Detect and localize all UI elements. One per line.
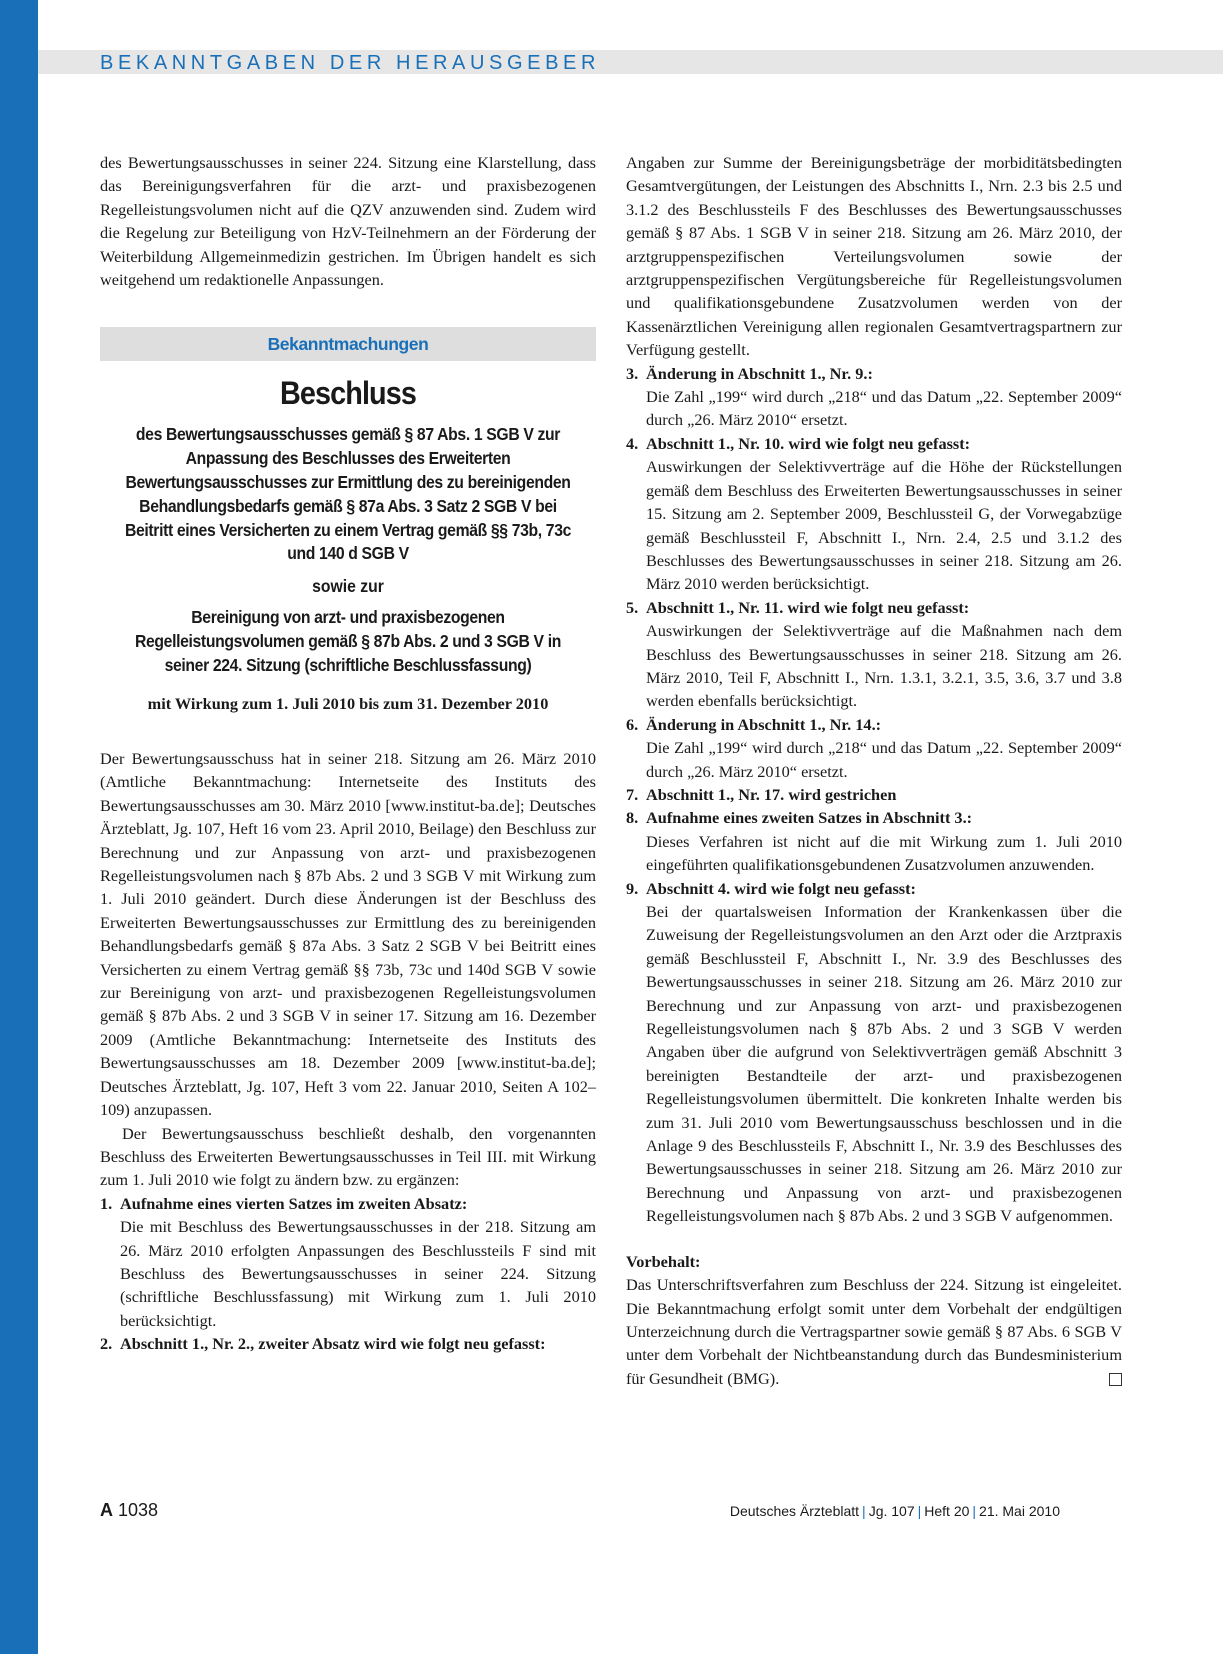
reservation-text: Das Unterschriftsverfahren zum Beschluss der 224. Sitzung ist eingeleitet. Die Bekanntmachung erfolgt somit unter dem Vorbehalt der endgültigen Unterzeichnung durch die Vertragspartner sowie gemäß § 87 Abs. 6 SGB V unter dem Vorbehalt der Nichtbeanstandung durch das Bundesministerium für Gesundheit (BMG). — [626, 1275, 1122, 1388]
page-number-value: 1038 — [118, 1500, 159, 1520]
decision-title: Beschluss — [280, 375, 416, 412]
right-column — [626, 151, 1122, 1390]
left-amendment-list — [100, 1192, 596, 1356]
journal-date: 21. Mai 2010 — [979, 1503, 1060, 1519]
amendment-heading: Aufnahme eines vierten Satzes im zweiten Absatz: — [120, 1193, 468, 1213]
journal-citation: Deutsches Ärzteblatt | Jg. 107 | Heft 20 | 21. Mai 2010 — [729, 1503, 1060, 1519]
amendment-number: 4. — [626, 433, 639, 453]
journal-name: Deutsches Ärzteblatt — [729, 1503, 860, 1519]
decision-sowie: sowie zur — [312, 576, 384, 597]
amendment-number: 5. — [626, 597, 639, 617]
amendment-item — [100, 1192, 596, 1332]
amendment-item — [626, 783, 1122, 806]
amendment-2-body: Angaben zur Summe der Bereinigungsbeträge der morbiditätsbedingten Gesamtvergütungen, der Leistungen des Abschnitts I., Nrn. 2.3 bis 2.5 und 3.1.2 des Beschlussteils F des Beschlusses des Bewertungsausschusses gemäß § 87 Abs. 1 SGB V in seiner 218. Sitzung am 26. März 2010, der arztgruppenspezifischen Verteilungsvolumen sowie der arztgruppenspezifischen Vergütungsbereiche für Regelleistungsvolumen und qualifikationsgebundene Zusatzvolumen werden von der Kassenärztlichen Vereinigung allen regionalen Gesamtvertragspartnern zur Verfügung gestellt. — [626, 153, 1122, 360]
amendment-item — [626, 362, 1122, 432]
section-header-title: BEKANNTGABEN DER HERAUSGEBER — [100, 52, 600, 74]
amendment-heading: Abschnitt 4. wird wie folgt neu gefasst: — [646, 878, 916, 898]
amendment-number: 3. — [626, 363, 639, 383]
page-prefix: A — [100, 1500, 113, 1520]
sidebar-accent-bar — [0, 0, 38, 1654]
amendment-item — [626, 713, 1122, 783]
decision-effective-date: mit Wirkung zum 1. Juli 2010 bis zum 31. Dezember 2010 — [147, 693, 549, 713]
amendment-heading: Änderung in Abschnitt 1., Nr. 14.: — [646, 714, 882, 734]
amendment-heading: Aufnahme eines zweiten Satzes in Abschnitt 3.: — [646, 808, 973, 828]
amendment-number: 2. — [100, 1334, 113, 1354]
amendment-number: 7. — [626, 784, 639, 804]
amendment-heading: Abschnitt 1., Nr. 2., zweiter Absatz wird wie folgt neu gefasst: — [120, 1334, 546, 1354]
amendment-heading: Abschnitt 1., Nr. 10. wird wie folgt neu gefasst: — [646, 433, 971, 453]
left-column — [100, 151, 596, 1356]
amendment-body: Die Zahl „199“ wird durch „218“ und das Datum „22. September 2009“ durch „26. März 2010“ ersetzt. — [646, 738, 1122, 781]
decision-subtitle: des Bewertungsausschusses gemäß § 87 Abs. 1 SGB V zur Anpassung des Beschlusses des Erweiterten Bewertungsausschusses zur Ermittlung des zu bereinigenden Behandlungsbedarfs gemäß § 87a Abs. 3 Satz 2 SGB V bei Beitritt eines Versicherten zu einem Vertrag gemäß §§ 73b, 73c und 140 d SGB V — [124, 424, 572, 564]
amendment-body: Die Zahl „199“ wird durch „218“ und das Datum „22. September 2009“ durch „26. März 2010“ ersetzt. — [646, 387, 1122, 430]
decision-subtitle-2: Bereinigung von arzt- und praxisbezogenen Regelleistungsvolumen gemäß § 87b Abs. 2 und 3 SGB V in seiner 224. Sitzung (schriftliche Beschlussfassung) — [135, 607, 561, 675]
section-banner: Bekanntmachungen — [100, 327, 596, 361]
amendment-heading: Änderung in Abschnitt 1., Nr. 9.: — [646, 363, 873, 383]
amendment-heading: Abschnitt 1., Nr. 11. wird wie folgt neu gefasst: — [646, 597, 970, 617]
amendment-heading: Abschnitt 1., Nr. 17. wird gestrichen — [646, 784, 897, 804]
amendment-body: Bei der quartalsweisen Information der Krankenkassen über die Zuweisung der Regelleistungsvolumen an den Arzt oder die Arztpraxis gemäß Beschlussteil F, Abschnitt I., Nr. 3.9 des Beschlusses des Bewertungsausschusses in seiner 218. Sitzung am 26. März 2010 zur Berechnung und zur Anpassung von arzt- und praxisbezogenen Regelleistungsvolumen nach § 87b Abs. 2 und 3 SGB V werden Angaben über die aufgrund von Selektivverträgen gemäß Abschnitt 3 bereinigten Bestandteile der arzt- und praxisbezogenen Regelleistungsvolumen übermittelt. Die konkreten Inhalte werden bis zum 31. Juli 2010 vom Bewertungsausschuss beschlossen und in die Anlage 9 des Beschlussteils F, Abschnitt I., Nr. 3.9 des Beschlusses des Bewertungsausschusses in seiner 218. Sitzung am 26. März 2010 zur Berechnung und Anpassung von arzt- und praxisbezogenen Regelleistungsvolumen nach § 87b Abs. 2 und 3 SGB V aufgenommen. — [646, 902, 1122, 1226]
amendment-item — [626, 877, 1122, 1228]
page-number — [100, 1500, 158, 1521]
amendment-body: Dieses Verfahren ist nicht auf die mit Wirkung zum 1. Juli 2010 eingeführten qualifikationsgebundenen Zusatzvolumen anzuwenden. — [646, 831, 1122, 875]
journal-issue: Heft 20 — [924, 1503, 970, 1519]
amendment-item — [626, 806, 1122, 876]
amendment-body: Die mit Beschluss des Bewertungsausschusses in der 218. Sitzung am 26. März 2010 erfolgten Anpassungen des Beschlussteils F sind mit Beschluss des Bewertungsausschusses in seiner 224. Sitzung (schriftliche Beschlussfassung) mit Wirkung zum 1. Juli 2010 berücksichtigt. — [120, 1217, 596, 1330]
amendment-body: Auswirkungen der Selektivverträge auf die Höhe der Rückstellungen gemäß dem Beschluss des Erweiterten Bewertungsausschusses in seiner 15. Sitzung am 2. September 2009, Beschlussteil G, der Vorwegabzüge gemäß Beschlussteil F, Abschnitt I., Nrn. 2.4, 2.5 und 3.1.2 des Beschlusses des Bewertungsausschusses in seiner 218. Sitzung am 26. März 2010 werden berücksichtigt. — [646, 457, 1122, 594]
amendment-item — [626, 596, 1122, 713]
end-mark-icon — [1109, 1373, 1122, 1386]
amendment-number: 6. — [626, 714, 639, 734]
amendment-number: 8. — [626, 808, 639, 828]
reservation-heading: Vorbehalt: — [626, 1251, 701, 1271]
amendment-item — [100, 1332, 596, 1355]
body-paragraph-1: Der Bewertungsausschuss hat in seiner 218. Sitzung am 26. März 2010 (Amtliche Bekanntmachung: Internetseite des Instituts des Bewertungsausschusses am 30. März 2010 [www.institut-ba.de]; Deutsches Ärzteblatt, Jg. 107, Heft 16 vom 23. April 2010, Beilage) den Beschluss zur Berechnung und zur Anpassung von arzt- und praxisbezogenen Regelleistungsvolumen nach § 87b Abs. 2 und 3 SGB V mit Wirkung zum 1. Juli 2010 geändert. Durch diese Änderungen ist der Beschluss des Erweiterten Bewertungsausschusses zur Ermittlung des zu bereinigenden Behandlungsbedarfs gemäß § 87a Abs. 3 Satz 2 SGB V bei Beitritt eines Versicherten zu einem Vertrag gemäß §§ 73b, 73c und 140d SGB V sowie zur Bereinigung von arzt- und praxisbezogenen Regelleistungsvolumen gemäß § 87b Abs. 2 und 3 SGB V in seiner 17. Sitzung am 16. Dezember 2009 (Amtliche Bekanntmachung: Internetseite des Instituts des Bewertungsausschusses am 18. Dezember 2009 [www.institut-ba.de]; Deutsches Ärzteblatt, Jg. 107, Heft 3 vom 22. Januar 2010, Seiten A 102–109) anzupassen. — [100, 749, 596, 1120]
amendment-item — [626, 432, 1122, 596]
body-paragraph-2: Der Bewertungsausschuss beschließt deshalb, den vorgenannten Beschluss des Erweiterten Bewertungsausschusses in Teil III. mit Wirkung zum 1. Juli 2010 wie folgt zu ändern bzw. zu ergänzen: — [100, 1123, 596, 1190]
right-amendment-list — [626, 362, 1122, 1228]
intro-paragraph: des Bewertungsausschusses in seiner 224. Sitzung eine Klarstellung, dass das Bereinigungsverfahren für die arzt- und praxisbezogenen Regelleistungsvolumen nicht auf die QZV anzuwenden sind. Zudem wird die Regelung zur Beteiligung von HzV-Teilnehmern an der Förderung der Weiterbildung Allgemeinmedizin gestrichen. Im Übrigen handelt es sich weitgehend um redaktionelle Anpassungen. — [100, 153, 596, 290]
amendment-body: Auswirkungen der Selektivverträge auf die Maßnahmen nach dem Beschluss des Bewertungsausschusses in seiner 218. Sitzung am 26. März 2010, Teil F, Abschnitt I., Nrn. 1.3.1, 3.2.1, 3.5, 3.6, 3.7 und 3.8 werden ebenfalls berücksichtigt. — [646, 621, 1122, 711]
journal-volume: Jg. 107 — [868, 1503, 915, 1519]
amendment-number: 9. — [626, 878, 639, 898]
amendment-number: 1. — [100, 1193, 113, 1213]
